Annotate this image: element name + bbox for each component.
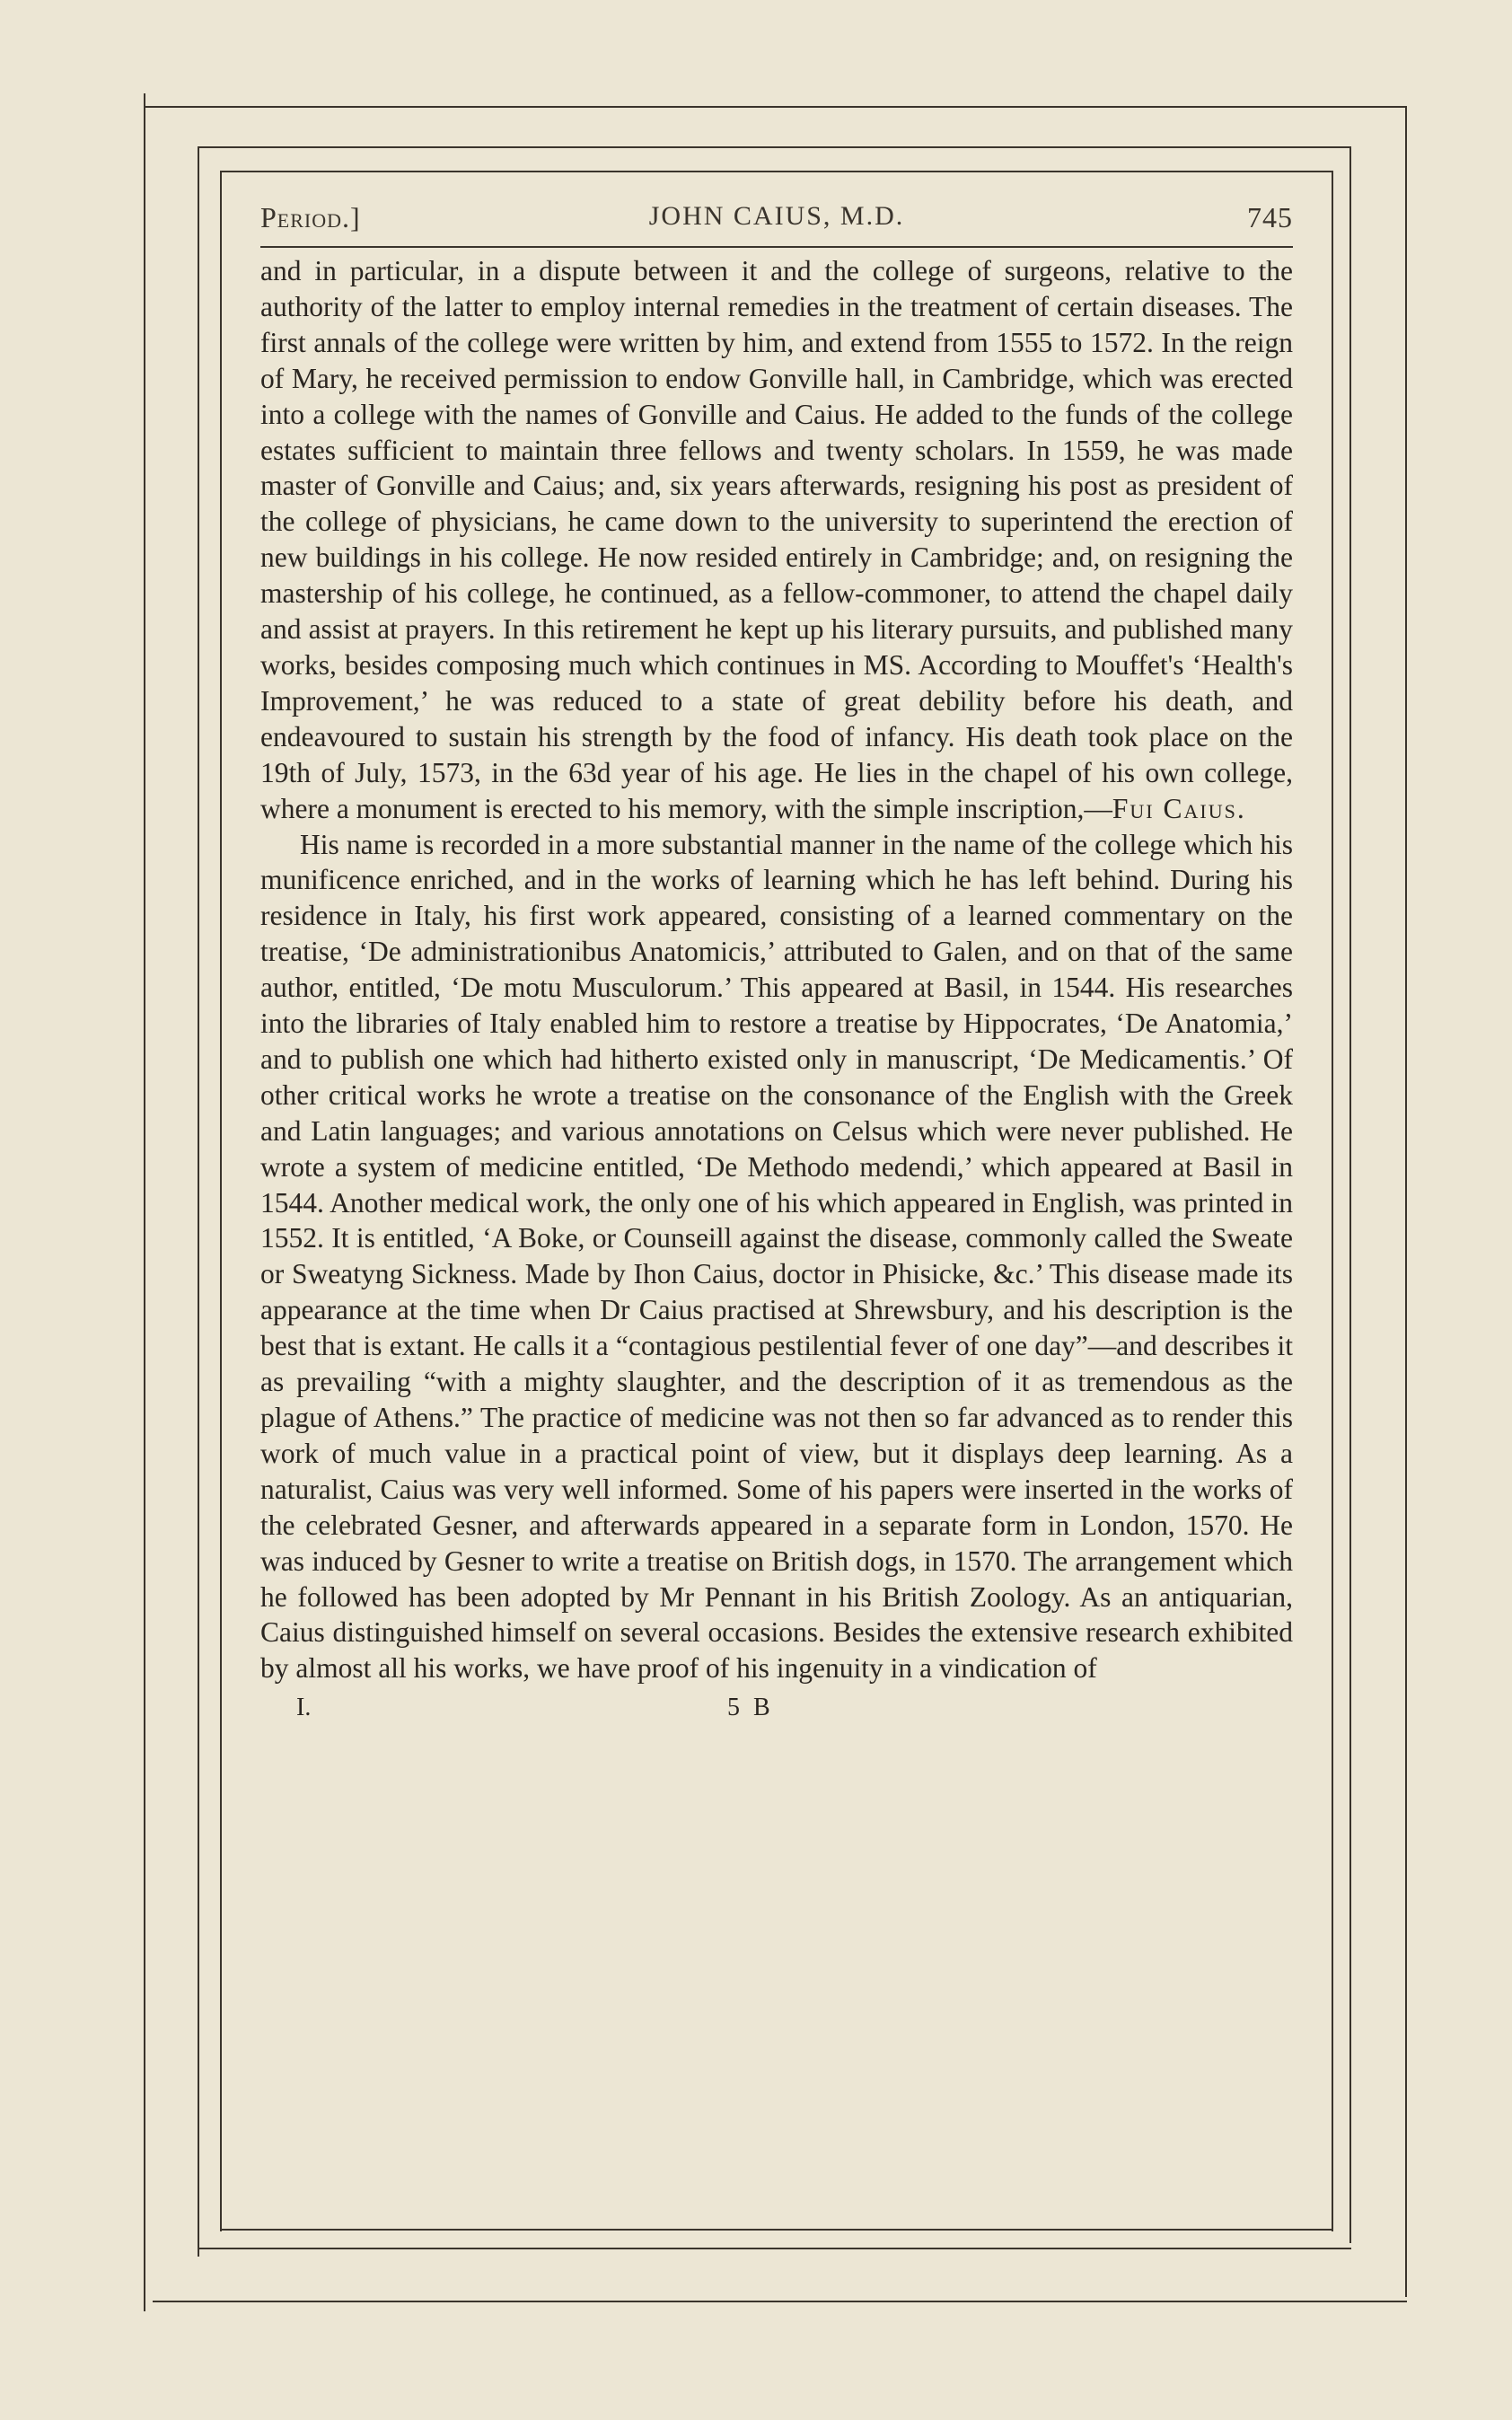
inscription: Fui Caius. xyxy=(1112,792,1246,824)
volume-mark: I. xyxy=(296,1694,312,1722)
paragraph xyxy=(260,827,1293,1687)
inner-border-bottom xyxy=(220,2229,1333,2231)
inner-border-top xyxy=(220,171,1333,172)
outer-border-bottom xyxy=(153,2301,1407,2302)
header-period: Period.] xyxy=(260,201,361,233)
body-text xyxy=(260,253,1293,1686)
mid-border-left xyxy=(198,146,199,2257)
page-number: 745 xyxy=(1247,201,1293,233)
outer-border-top xyxy=(144,106,1405,108)
outer-border-left xyxy=(144,93,145,2311)
page-footer xyxy=(260,1690,1293,1726)
mid-border-right xyxy=(1349,146,1351,2243)
inner-border-right xyxy=(1332,171,1333,2231)
mid-border-bottom xyxy=(198,2248,1351,2249)
signature-mark: 5 B xyxy=(727,1694,774,1722)
inner-border-left xyxy=(220,171,222,2231)
header-rule xyxy=(260,246,1293,248)
paragraph-text: His name is recorded in a more substantial manner in the name of the college which his munificence enriched, and in the works of learning which he has left behind. During his residence in Italy, his first work appeared, consisting of a learned commentary on the treatise, ‘De administrationibus Anatomicis,’ attributed to Galen, and on that of the same author, entitled, ‘De motu Musculorum.’ This appeared at Basil, in 1544. His researches into the libraries of Italy enabled him to restore a treatise by Hippocrates, ‘De Anatomia,’ and to publish one which had hitherto existed only in manuscript, ‘De Medicamentis.’ Of other critical works he wrote a treatise on the consonance of the English with the Greek and Latin languages; and various annotations on Celsus which were never published. He wrote a system of medicine entitled, ‘De Methodo medendi,’ which appeared at Basil in 1544. Another medical work, the only one of his which appeared in English, was printed in 1552. It is entitled, ‘A Boke, or Counseill against the disease, commonly called the Sweate or Sweatyng Sickness. Made by Ihon Caius, doctor in Phisicke, &c.’ This disease made its appearance at the time when Dr Caius practised at Shrewsbury, and his description is the best that is extant. He calls it a “contagious pestilential fever of one day”—and describes it as prevailing “with a mighty slaughter, and the description of it as tremendous as the plague of Athens.” The practice of medicine was not then so far advanced as to render this work of much value in a practical point of view, but it displays deep learning. As a naturalist, Caius was very well informed. Some of his papers were inserted in the works of the celebrated Gesner, and afterwards appeared in a separate form in London, 1570. He was induced by Gesner to write a treatise on British dogs, in 1570. The arrangement which he followed has been adopted by Mr Pennant in his British Zoology. As an antiquarian, Caius distinguished himself on several occasions. Besides the extensive research exhibited by almost all his works, we have proof of his ingenuity in a vindication of xyxy=(260,828,1293,1685)
page-content xyxy=(260,196,1293,1726)
paragraph xyxy=(260,253,1293,827)
running-header xyxy=(260,196,1293,246)
header-title: JOHN CAIUS, M.D. xyxy=(648,201,905,231)
paragraph-text: and in particular, in a dispute between it and the college of surgeons, relative to the authority of the latter to employ internal remedies in the treatment of certain diseases. The first annals of the college were written by him, and extend from 1555 to 1572. In the reign of Mary, he received permission to endow Gonville hall, in Cambridge, which was erected into a college with the names of Gonville and Caius. He added to the funds of the college estates sufficient to maintain three fellows and twenty scholars. In 1559, he was made master of Gonville and Caius; and, six years afterwards, resigning his post as president of the college of physicians, he came down to the university to superintend the erection of new buildings in his college. He now resided entirely in Cambridge; and, on resigning the mastership of his college, he continued, as a fellow-commoner, to attend the chapel daily and assist at prayers. In this retirement he kept up his literary pursuits, and published many works, besides composing much which continues in MS. According to Mouffet's ‘Health's Improvement,’ he was reduced to a state of great debility before his death, and endeavoured to sustain his strength by the food of infancy. His death took place on the 19th of July, 1573, in the 63d year of his age. He lies in the chapel of his own college, where a monument is erected to his memory, with the simple inscription,— xyxy=(260,255,1293,824)
outer-border-right xyxy=(1405,106,1407,2297)
mid-border-top xyxy=(198,146,1351,148)
